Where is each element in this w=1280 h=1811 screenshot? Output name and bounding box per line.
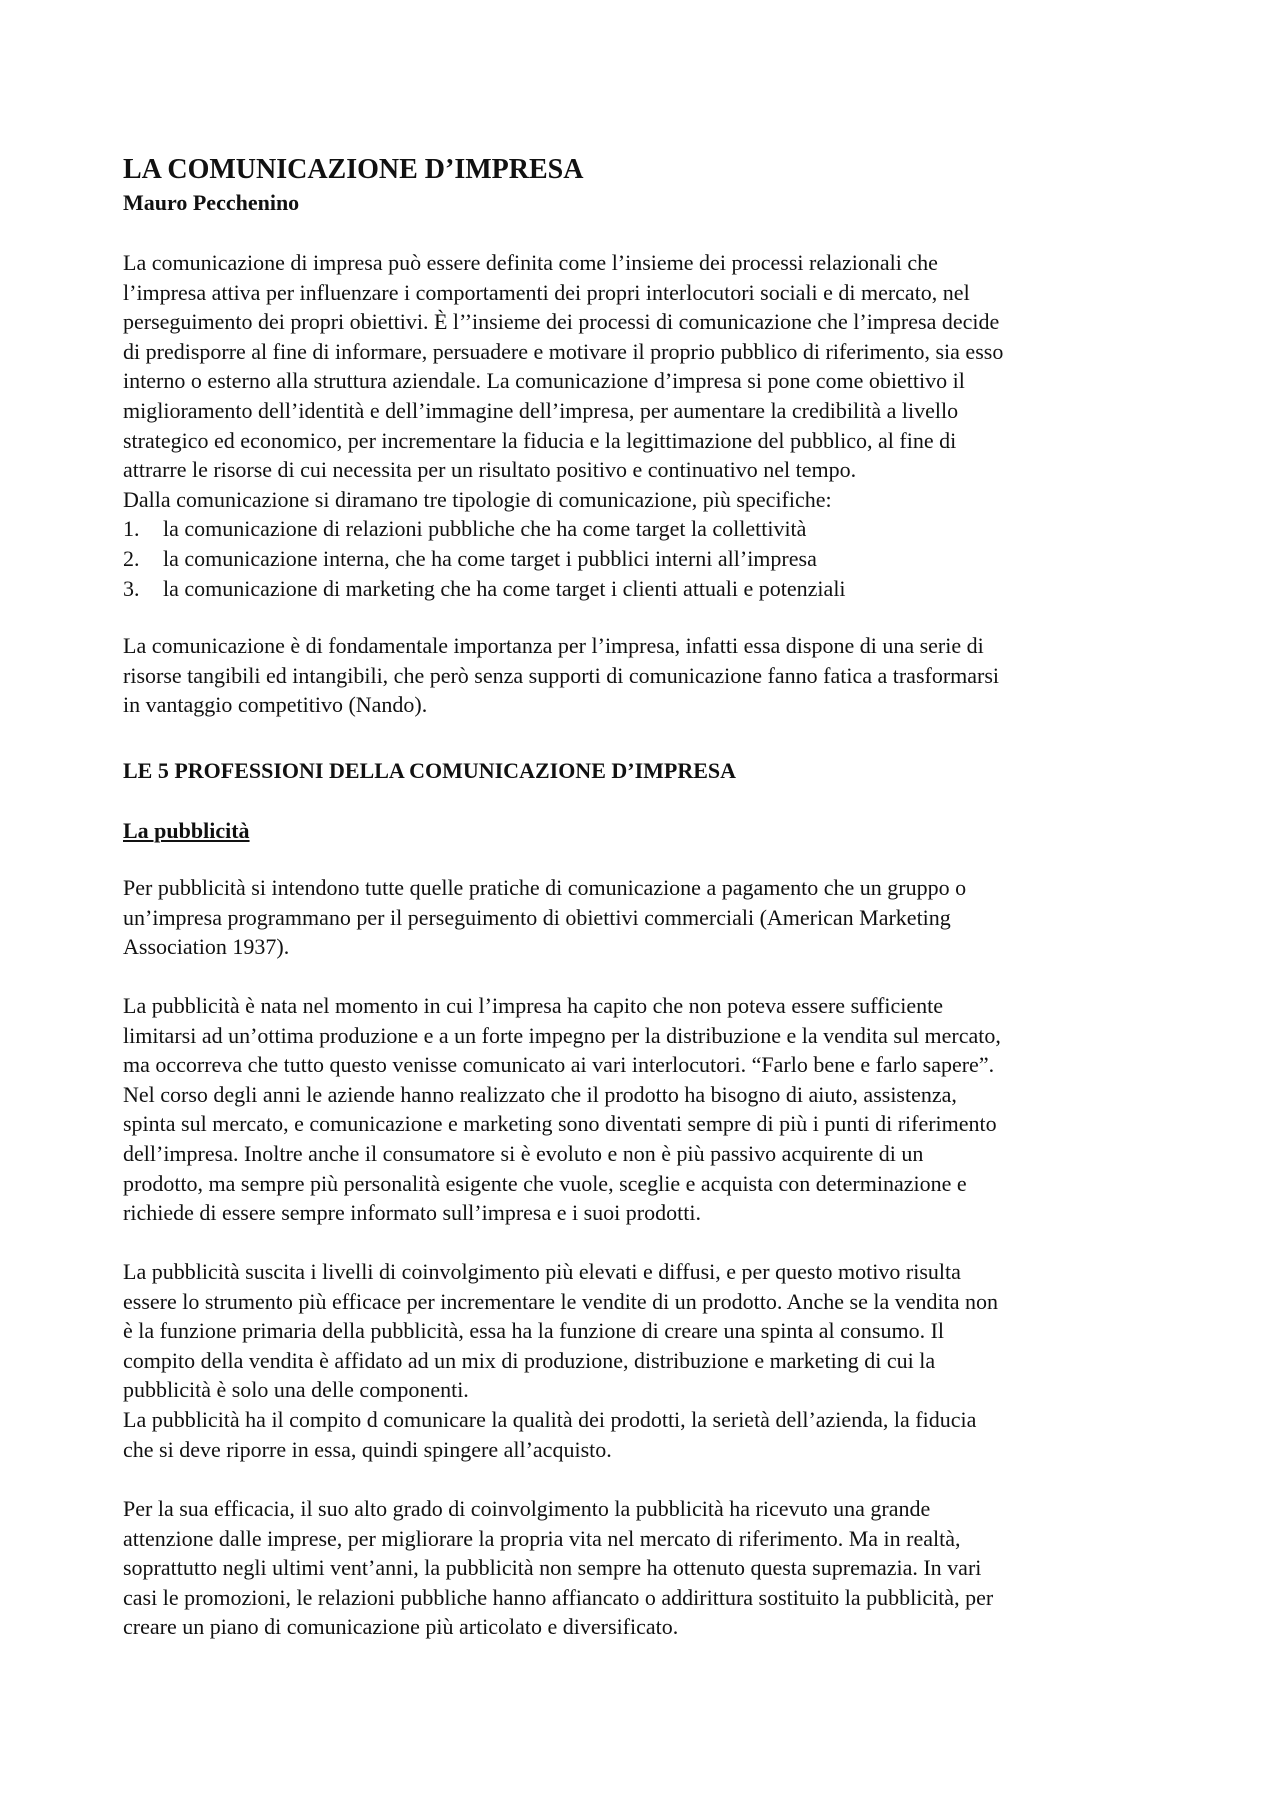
text-line: compito della vendita è affidato ad un mix di produzione, distribuzione e marketing di cui la — [123, 1347, 936, 1373]
intro-paragraph — [123, 248, 1173, 603]
text-line: interno o esterno alla struttura aziendale. La comunicazione d’impresa si pone come obiettivo il — [123, 368, 965, 394]
text-line: dell’impresa. Inoltre anche il consumatore si è evoluto e non è più passivo acquirente di un — [123, 1140, 924, 1166]
text-line: in vantaggio competitivo (Nando). — [123, 692, 428, 718]
text-line: La pubblicità suscita i livelli di coinvolgimento più elevati e diffusi, e per questo motivo risulta — [123, 1259, 961, 1284]
text-line: spinta sul mercato, e comunicazione e marketing sono diventati sempre di più i punti di riferimento — [123, 1111, 997, 1137]
text-line: pubblicità è solo una delle componenti. — [123, 1377, 469, 1403]
history-paragraph — [123, 991, 1173, 1228]
text-line: La comunicazione di impresa può essere definita come l’insieme dei processi relazionali che — [123, 250, 938, 275]
subsection-heading: La pubblicità — [123, 818, 250, 843]
list-number: 2. — [123, 545, 140, 571]
text-line: prodotto, ma sempre più personalità esigente che vuole, sceglie e acquista con determinazione e — [123, 1170, 967, 1196]
list-item-text: la comunicazione interna, che ha come target i pubblici interni all’impresa — [163, 545, 817, 571]
text-line: Nel corso degli anni le aziende hanno realizzato che il prodotto ha bisogno di aiuto, assistenza, — [123, 1081, 957, 1107]
text-line: che si deve riporre in essa, quindi spingere all’acquisto. — [123, 1436, 612, 1462]
text-line: l’impresa attiva per influenzare i comportamenti dei propri interlocutori sociali e di mercato, nel — [123, 279, 970, 305]
list-item — [123, 544, 1173, 574]
text-line: Per pubblicità si intendono tutte quelle pratiche di comunicazione a pagamento che un gruppo o — [123, 875, 967, 900]
list-item — [123, 574, 1173, 604]
text-line: creare un piano di comunicazione più articolato e diversificato. — [123, 1614, 679, 1640]
text-line: Association 1937). — [123, 934, 290, 960]
text-line: soprattutto negli ultimi vent’anni, la pubblicità non sempre ha ottenuto questa supremazia. In vari — [123, 1555, 982, 1581]
document-author: Mauro Pecchenino — [123, 190, 300, 215]
text-line: ma occorreva che tutto questo venisse comunicato ai vari interlocutori. “Farlo bene e farlo sapere”. — [123, 1052, 995, 1078]
list-item-text: la comunicazione di marketing che ha come target i clienti attuali e potenziali — [163, 575, 846, 601]
importance-paragraph — [123, 631, 1173, 720]
list-number: 3. — [123, 575, 140, 601]
text-line: Dalla comunicazione si diramano tre tipologie di comunicazione, più specifiche: — [123, 486, 832, 512]
text-line: La pubblicità ha il compito d comunicare la qualità dei prodotti, la serietà dell’azienda, la fiducia — [123, 1406, 977, 1432]
text-line: La pubblicità è nata nel momento in cui l’impresa ha capito che non poteva essere sufficiente — [123, 993, 944, 1018]
text-line: La comunicazione è di fondamentale importanza per l’impresa, infatti essa dispone di una serie di — [123, 633, 984, 658]
list-item — [123, 514, 1173, 544]
text-line: Per la sua efficacia, il suo alto grado di coinvolgimento la pubblicità ha ricevuto una grande — [123, 1496, 931, 1521]
text-line: essere lo strumento più efficace per incrementare le vendite di un prodotto. Anche se la vendita non — [123, 1288, 999, 1314]
text-line: risorse tangibili ed intangibili, che però senza supporti di comunicazione fanno fatica a trasformarsi — [123, 662, 1000, 688]
list-item-text: la comunicazione di relazioni pubbliche che ha come target la collettività — [163, 516, 807, 542]
document-title: LA COMUNICAZIONE D’IMPRESA — [123, 154, 584, 185]
text-line: attenzione dalle imprese, per migliorare la propria vita nel mercato di riferimento. Ma in realtà, — [123, 1525, 961, 1551]
text-line: miglioramento dell’identità e dell’immagine dell’impresa, per aumentare la credibilità a livello — [123, 397, 959, 423]
communication-types-list — [123, 514, 1173, 603]
section-heading: LE 5 PROFESSIONI DELLA COMUNICAZIONE D’IMPRESA — [123, 758, 737, 783]
text-line: perseguimento dei propri obiettivi. È l’’insieme dei processi di comunicazione che l’impresa decide — [123, 309, 1000, 335]
text-line: richiede di essere sempre informato sull’impresa e i suoi prodotti. — [123, 1200, 701, 1226]
text-line: attrarre le risorse di cui necessita per un risultato positivo e continuativo nel tempo. — [123, 457, 857, 483]
effectiveness-paragraph — [123, 1257, 1173, 1464]
text-line: di predisporre al fine di informare, persuadere e motivare il proprio pubblico di riferimento, sia esso — [123, 338, 1004, 364]
text-line: casi le promozioni, le relazioni pubbliche hanno affiancato o addirittura sostituito la pubblicità, per — [123, 1584, 994, 1610]
definition-paragraph — [123, 873, 1173, 962]
attention-paragraph — [123, 1494, 1173, 1642]
text-line: un’impresa programmano per il perseguimento di obiettivi commerciali (American Marketing — [123, 904, 951, 930]
text-line: strategico ed economico, per incrementare la fiducia e la legittimazione del pubblico, al fine di — [123, 427, 957, 453]
text-line: limitarsi ad un’ottima produzione e a un forte impegno per la distribuzione e la vendita sul mercato, — [123, 1022, 1001, 1048]
text-line: è la funzione primaria della pubblicità, essa ha la funzione di creare una spinta al consumo. Il — [123, 1318, 945, 1344]
list-number: 1. — [123, 516, 140, 542]
